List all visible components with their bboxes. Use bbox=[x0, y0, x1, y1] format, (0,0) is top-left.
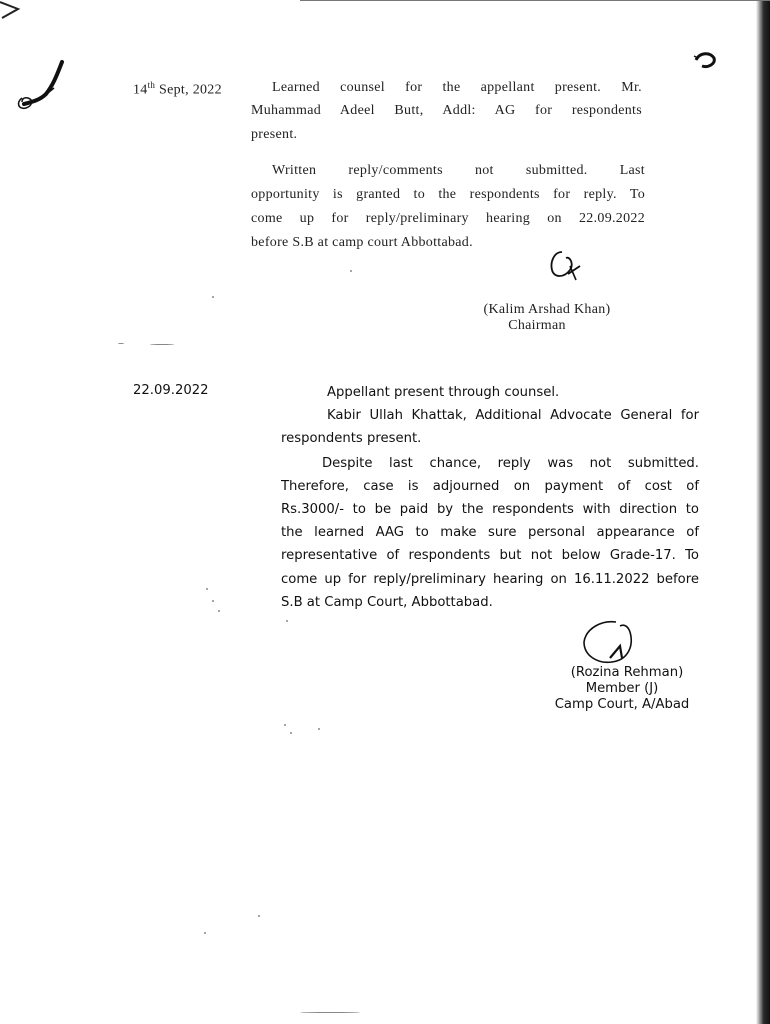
entry2-para3-line3: Rs.3000/- to be paid by the respondents with direction to bbox=[281, 502, 699, 517]
margin-ink-mark-icon bbox=[14, 58, 74, 114]
member-title: Member (J) bbox=[585, 681, 659, 696]
scan-speck bbox=[218, 610, 220, 612]
chairman-signature-icon bbox=[540, 246, 590, 286]
entry2-para3-line6: come up for reply/preliminary hearing on 16.11.2022 before bbox=[281, 572, 699, 587]
member-name: (Rozina Rehman) bbox=[570, 665, 684, 680]
corner-mark-icon bbox=[0, 0, 30, 22]
entry1-date: 14th Sept, 2022 bbox=[133, 80, 222, 98]
entry1-para2-line2: opportunity is granted to the respondents for reply. To bbox=[251, 187, 645, 202]
scan-speck bbox=[258, 915, 260, 917]
scan-edge-right bbox=[756, 0, 770, 1024]
scan-speck bbox=[206, 588, 208, 590]
entry1-para1-line3: present. bbox=[251, 127, 298, 142]
chairman-title: Chairman bbox=[508, 318, 566, 333]
entry1-para2-line4: before S.B at camp court Abbottabad. bbox=[251, 235, 473, 250]
member-signature-icon bbox=[576, 618, 640, 672]
entry2-para3-line1: Despite last chance, reply was not submitted. bbox=[322, 456, 699, 471]
scan-speck bbox=[212, 600, 214, 602]
scan-speck bbox=[350, 270, 352, 272]
scan-edge-top bbox=[300, 0, 770, 1]
member-place: Camp Court, A/Abad bbox=[554, 697, 690, 712]
scan-speck bbox=[286, 620, 288, 622]
scan-speck bbox=[284, 724, 286, 726]
entry1-para2-line3: come up for reply/preliminary hearing on 22.09.2022 bbox=[251, 211, 645, 226]
entry1-para1-line2: Muhammad Adeel Butt, Addl: AG for respondents bbox=[251, 103, 642, 118]
entry2-para1: Appellant present through counsel. bbox=[327, 385, 560, 400]
scan-speck bbox=[150, 344, 174, 345]
scan-speck bbox=[118, 343, 124, 344]
scan-speck bbox=[212, 296, 214, 298]
scan-speck bbox=[204, 932, 206, 934]
entry1-para1-line1: Learned counsel for the appellant present. Mr. bbox=[272, 80, 642, 95]
entry2-para3-line5: representative of respondents but not below Grade-17. To bbox=[281, 548, 699, 563]
entry2-para3-line7: S.B at Camp Court, Abbottabad. bbox=[281, 595, 493, 610]
entry2-date: 22.09.2022 bbox=[133, 383, 209, 398]
chairman-name: (Kalim Arshad Khan) bbox=[483, 302, 611, 317]
corner-ink-mark-icon bbox=[692, 48, 722, 72]
scan-speck bbox=[290, 732, 292, 734]
entry2-para3-line2: Therefore, case is adjourned on payment of cost of bbox=[281, 479, 699, 494]
scan-speck bbox=[300, 1012, 360, 1013]
entry2-para2-line2: respondents present. bbox=[281, 431, 422, 446]
entry2-para3-line4: the learned AAG to make sure personal appearance of bbox=[281, 525, 699, 540]
entry2-para2-line1: Kabir Ullah Khattak, Additional Advocate General for bbox=[327, 408, 699, 423]
entry1-para2-line1: Written reply/comments not submitted. Last bbox=[272, 163, 645, 178]
scan-speck bbox=[318, 728, 320, 730]
